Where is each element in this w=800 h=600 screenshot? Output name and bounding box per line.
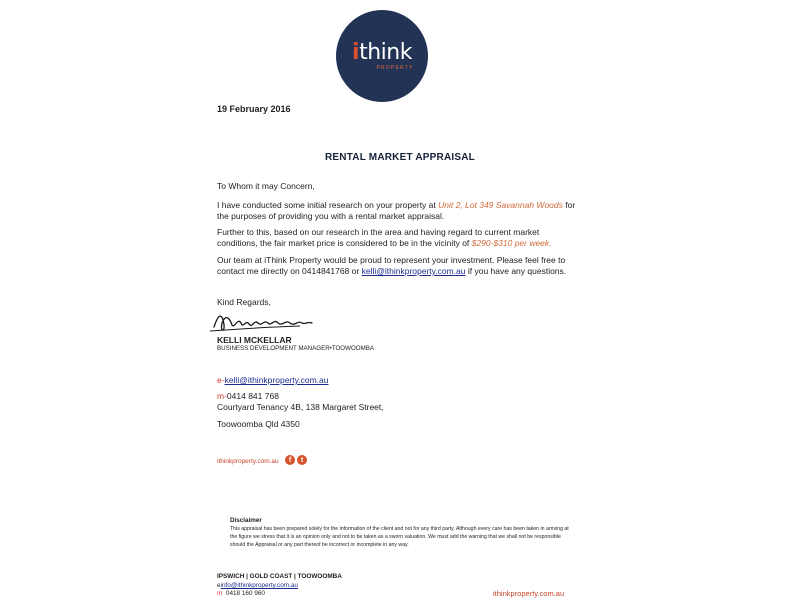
signatory-name: KELLI MCKELLAR (217, 335, 292, 345)
contact-mobile: m-0414 841 768 (217, 391, 279, 401)
salutation: To Whom it may Concern, (217, 181, 315, 191)
contact-email: e-kelli@ithinkproperty.com.au (217, 375, 329, 385)
logo-tagline: PROPERTY (376, 64, 414, 71)
rental-price: $290-$310 per week. (471, 238, 552, 248)
letter-date: 19 February 2016 (217, 104, 291, 114)
logo-wordmark: ithink (352, 39, 412, 65)
footer-email-link[interactable]: info@ithinkproperty.com.au (220, 582, 298, 589)
footer-cities: IPSWICH | GOLD COAST | TOOWOOMBA (217, 573, 342, 580)
disclaimer-text: This appraisal has been prepared solely for the information of the client and not for any third party. Although every care has been taken in arriving at the figure we stress that it is an opinion only and not to be taken as a sworn valuation. We must add the warning that we shall not be responsible should the Appraisal or any part thereof be incorrect or incomplete in any way. (230, 526, 569, 549)
paragraph-property: I have conducted some initial research on your property at Unit 2, Lot 349 Savannah Woods for the purposes of providing you with a rental market appraisal. (217, 200, 576, 221)
paragraph-contact: Our team at iThink Property would be proud to represent your investment. Please feel free to contact me directly on 0414841768 or kelli@ithinkproperty.com.au if you have any questions. (217, 255, 567, 276)
contact-email-link[interactable]: kelli@ithinkproperty.com.au (224, 375, 329, 385)
property-address: Unit 2, Lot 349 Savannah Woods (438, 200, 563, 210)
closing: Kind Regards, (217, 297, 271, 307)
disclaimer-title: Disclaimer (230, 517, 262, 524)
website-text: ithinkproperty.com.au (217, 458, 279, 465)
handwritten-signature (208, 305, 328, 337)
contact-address-line2: Toowoomba Qld 4350 (217, 419, 300, 429)
footer-website: ithinkproperty.com.au (493, 589, 565, 598)
facebook-icon[interactable]: f (285, 455, 295, 465)
contact-address-line1: Courtyard Tenancy 4B, 138 Margaret Street, (217, 402, 384, 412)
footer-phone: m 0418 160 960 (217, 590, 265, 597)
letter-title: RENTAL MARKET APPRAISAL (325, 152, 475, 163)
paragraph-price: Further to this, based on our research in the area and having regard to current market conditions, the fair market price is considered to be in the vicinity of $290-$310 per week. (217, 227, 552, 248)
ithink-property-logo (336, 10, 428, 102)
footer-email: einfo@ithinkproperty.com.au (217, 582, 298, 589)
signatory-role: BUSINESS DEVELOPMENT MANAGER•TOOWOOMBA (217, 345, 374, 352)
agent-email-link[interactable]: kelli@ithinkproperty.com.au (361, 266, 466, 276)
twitter-icon[interactable]: t (297, 455, 307, 465)
